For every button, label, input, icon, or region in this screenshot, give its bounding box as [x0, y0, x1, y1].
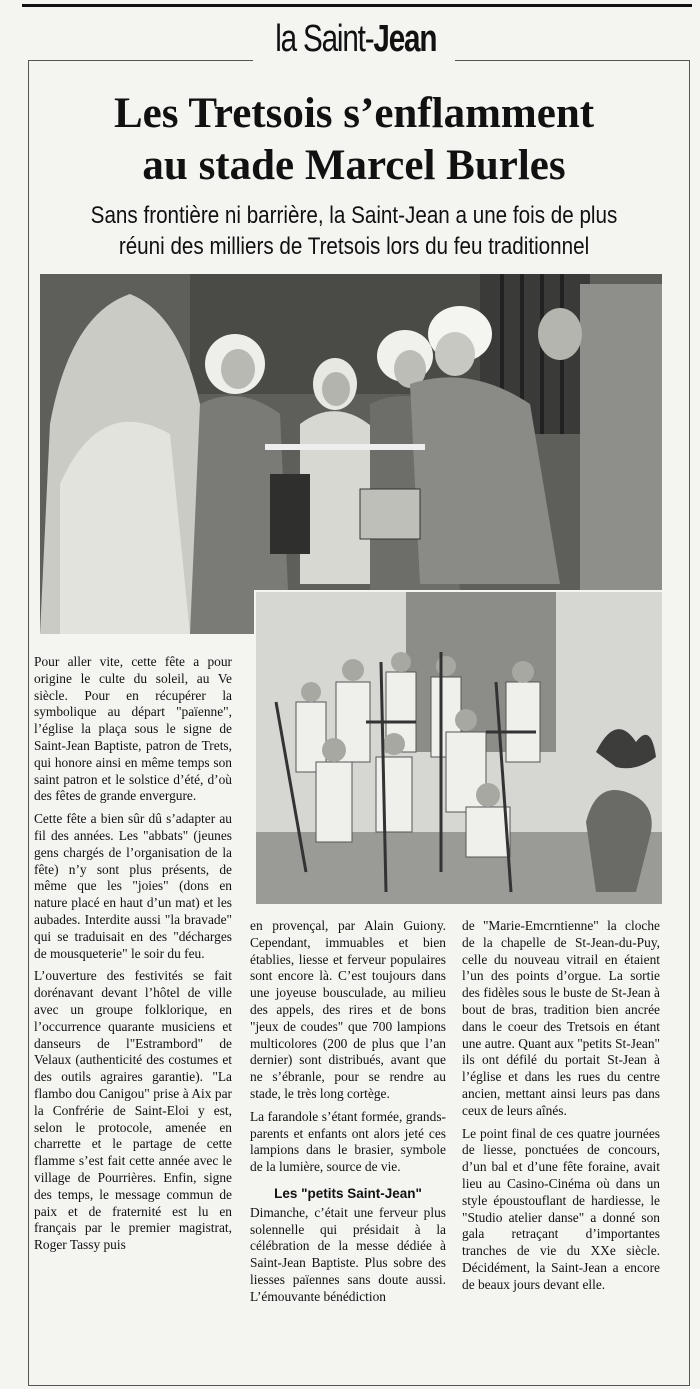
top-rule [22, 4, 692, 7]
paragraph: La farandole s’étant formée, grands-parents et enfants ont alors jeté ces lampions dans le brasier, symbole de la lumière, source de vie. [250, 1108, 446, 1175]
headline-line-2: au stade Marcel Burles [142, 142, 566, 189]
subheadline [79, 200, 629, 262]
photo-petits-saint-jean-image [256, 592, 662, 904]
paragraph: Pour aller vite, cette fête a pour origine le culte du soleil, au Ve siècle. Pour en récupérer la symbolique au départ "païenne", l’église la plaça sous le signe de Saint-Jean Baptiste, patron de Trets, qui honore ainsi en même temps son saint patron et le solstice d’été, d’où des fêtes de grande envergure. [34, 654, 232, 804]
article-column-1 [34, 654, 232, 1254]
photo-petits-saint-jean [254, 590, 664, 906]
paragraph: de "Marie-Emcrntienne" la cloche de la chapelle de St-Jean-du-Puy, celle du nouveau vitrail en étaient l’un des points d’orgue. La sortie des fidèles sous le buste de St-Jean à bout de bras, tradition bien ancrée dans le coeur des Tretsois en étant une autre. Quant aux "petits St-Jean" ils ont défilé du portait St-Jean à l’église et dans les rues du centre ancien, mettant ainsi leurs pas dans ceux de leurs aînés. [462, 918, 660, 1118]
paragraph: Dimanche, c’était une ferveur plus solennelle qui présidait à la célébration de la messe dédiée à Saint-Jean Baptiste. Plus sobre des liesses païennes sans doute aussi. L’émouvante bénédiction [250, 1204, 446, 1304]
article-column-2 [250, 918, 446, 1306]
subhead-line-1: Sans frontière ni barrière, la Saint-Jean a une fois de plus [90, 202, 618, 229]
section-rubric [275, 18, 437, 61]
frame-top-rule-left [28, 60, 253, 61]
frame-top-rule-right [455, 60, 689, 61]
headline [34, 88, 674, 192]
paragraph: en provençal, par Alain Guiony. Cependant, immuables et bien établies, liesse et ferveur populaires sont encore là. C’est toujours dans une joyeuse bousculade, au milieu des appels, des rires et de bons "jeux de coudes" que 700 lampions multicolores (200 de plus que l’an dernier) sont distribués, avant que ne s’ébranle, pour se rendre au stade, le très long cortège. [250, 918, 446, 1101]
photo-costumed-women [40, 274, 662, 634]
photo-costumed-women-image [40, 274, 662, 634]
paragraph: L’ouverture des festivités se fait dorénavant devant l’hôtel de ville avec un groupe folklorique, en l’occurrence quarante musiciens et danseurs de l"Estrambord" de Velaux (authenticité des costumes et des outils agraires garantie). "La flambo dou Canigou" prise à Aix par la Confrérie de Saint-Eloi y est, selon le protocole, amenée en charrette et le partage de cette flamme s’est fait cette année avec le village de Pourrières. Enfin, signe des temps, le message commun de paix et de fraternité est lu en français par le premier magistrat, Roger Tassy puis [34, 968, 232, 1253]
subhead-line-2: réuni des milliers de Tretsois lors du feu traditionnel [118, 233, 590, 260]
paragraph: Le point final de ces quatre journées de liesse, ponctuées de concours, d’un bal et d’une fête foraine, avait lieu au Casino-Cinéma où dans un style époustouflant de hardiesse, le "Studio atelier danse" a donné son gala retraçant d’importantes tranches de vie du XXe siècle. Décidément, la Saint-Jean a encore de beaux jours devant elle. [462, 1125, 660, 1292]
article-column-3 [462, 918, 660, 1294]
rubric-prefix: la Saint- [275, 18, 374, 60]
headline-line-1: Les Tretsois s’enflamment [113, 90, 595, 137]
rubric-bold: Jean [373, 18, 437, 60]
intertitle: Les "petits Saint-Jean" [274, 1185, 422, 1201]
paragraph: Cette fête a bien sûr dû s’adapter au fil des années. Les "abbats" (jeunes gens chargés de l’organisation de la fête) n’y sont plus présents, de même que les "joies" (dons en nature placé en haut d’un mat) et les aubades. Interdite aussi "la bravade" qui se traduisait en des "décharges de mousqueterie" le soir du feu. [34, 811, 232, 961]
